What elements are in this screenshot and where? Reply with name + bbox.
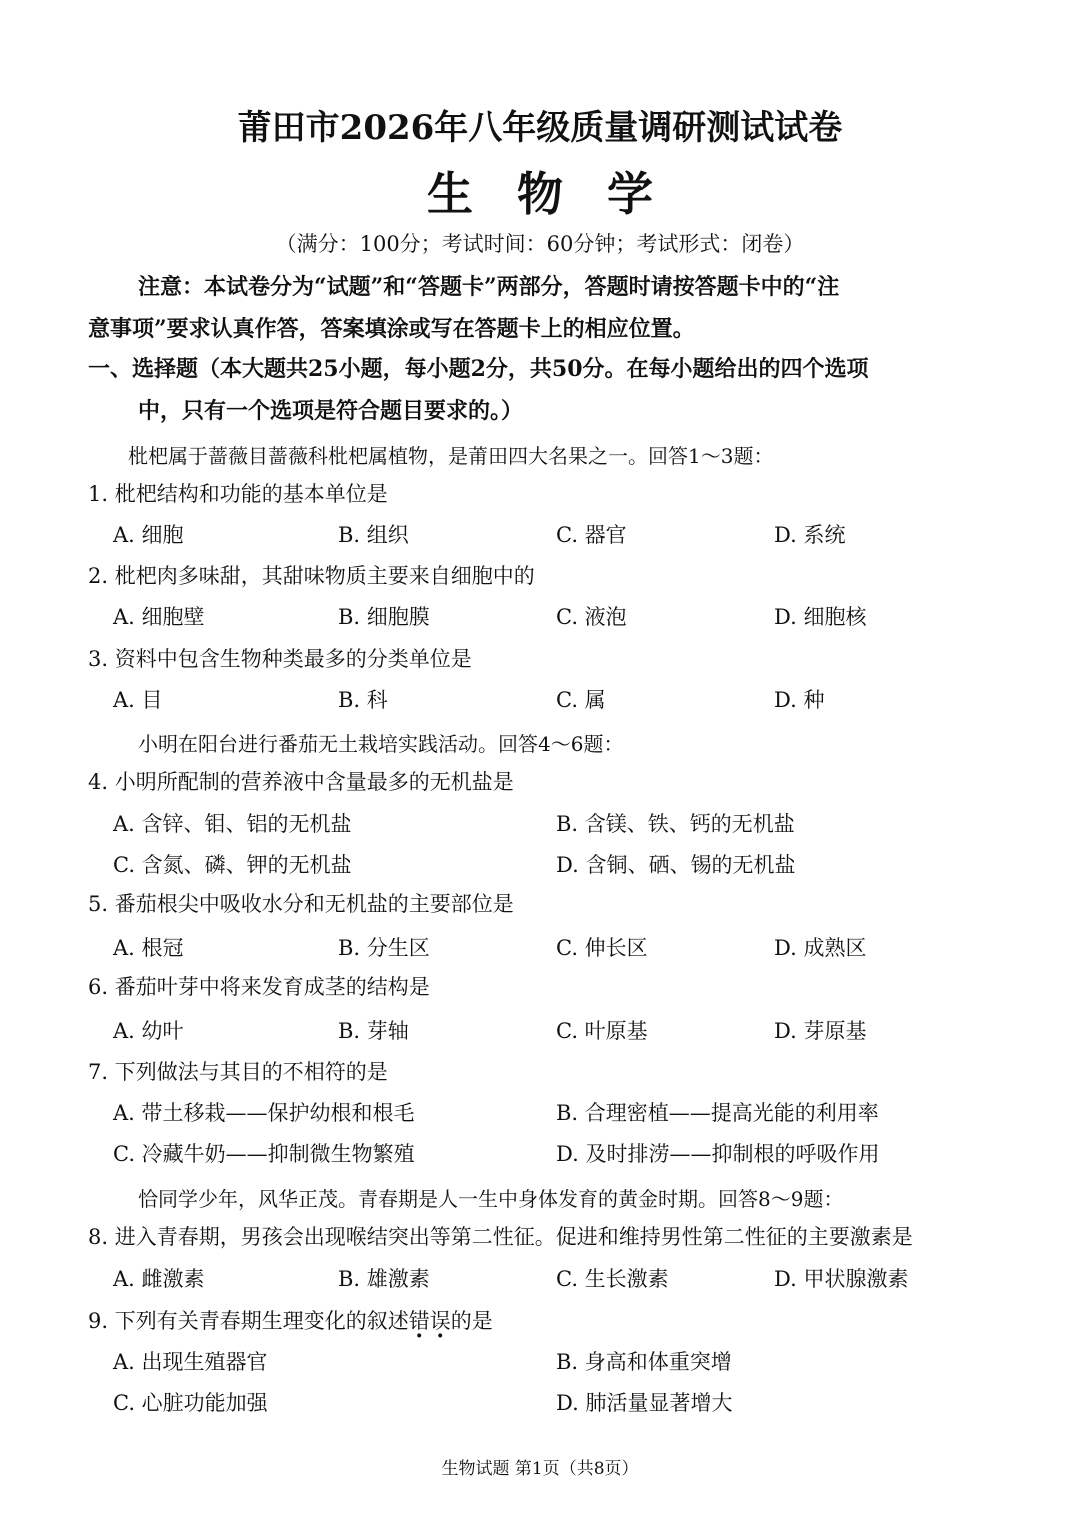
exam-title: 莆田市2026年八年级质量调研测试试卷 — [237, 108, 843, 148]
question-9-option-b: B. 身高和体重突增 — [556, 1350, 732, 1374]
question-9-emphasis-1: 错 — [408, 1309, 430, 1333]
question-6-option-d: D. 芽原基 — [774, 1019, 867, 1043]
section-heading-line-1: 一、选择题（本大题共25小题，每小题2分，共50分。在每小题给出的四个选项 — [88, 356, 869, 382]
section-heading-line-2: 中，只有一个选项是符合题目要求的。） — [138, 398, 524, 424]
question-3-option-b: B. 科 — [338, 688, 388, 712]
question-4-option-d: D. 含铜、硒、锡的无机盐 — [556, 853, 796, 877]
exam-meta: （满分：100分；考试时间：60分钟；考试形式：闭卷） — [275, 232, 805, 256]
question-8-stem: 8. 进入青春期，男孩会出现喉结突出等第二性征。促进和维持男性第二性征的主要激素是 — [88, 1225, 913, 1249]
question-9-stem-end: 的是 — [450, 1309, 493, 1333]
question-9-stem-text: 9. 下列有关青春期生理变化的叙述 — [88, 1309, 409, 1333]
question-7-option-c: C. 冷藏牛奶——抑制微生物繁殖 — [113, 1142, 415, 1166]
question-5-option-a: A. 根冠 — [113, 936, 184, 960]
question-8-option-a: A. 雌激素 — [113, 1267, 205, 1291]
question-1-option-d: D. 系统 — [774, 523, 846, 547]
question-8-option-d: D. 甲状腺激素 — [774, 1267, 909, 1291]
question-1-option-b: B. 组织 — [338, 523, 409, 547]
question-7-option-d: D. 及时排涝——抑制根的呼吸作用 — [556, 1142, 880, 1166]
question-8-option-c: C. 生长激素 — [556, 1267, 669, 1291]
question-9-option-c: C. 心脏功能加强 — [113, 1391, 268, 1415]
page-footer: 生物试题 第1页（共8页） — [441, 1459, 639, 1479]
question-6-option-c: C. 叶原基 — [556, 1019, 648, 1043]
question-9-emphasis-2: 误 — [429, 1309, 451, 1333]
question-4-option-a: A. 含锌、钼、铝的无机盐 — [113, 812, 352, 836]
question-2-option-d: D. 细胞核 — [774, 605, 867, 629]
passage-3: 恰同学少年，风华正茂。青春期是人一生中身体发育的黄金时期。回答8～9题： — [138, 1187, 844, 1211]
question-5-option-c: C. 伸长区 — [556, 936, 648, 960]
question-9-stem — [88, 1305, 493, 1335]
question-3-stem: 3. 资料中包含生物种类最多的分类单位是 — [88, 647, 472, 671]
question-7-stem: 7. 下列做法与其目的不相符的是 — [88, 1060, 388, 1084]
passage-2: 小明在阳台进行番茄无土栽培实践活动。回答4～6题： — [138, 732, 624, 756]
question-1-option-a: A. 细胞 — [113, 523, 184, 547]
passage-1: 枇杷属于蔷薇目蔷薇科枇杷属植物，是莆田四大名果之一。回答1～3题： — [128, 444, 774, 468]
question-9-option-a: A. 出现生殖器官 — [113, 1350, 268, 1374]
question-3-option-d: D. 种 — [774, 688, 825, 712]
question-2-option-a: A. 细胞壁 — [113, 605, 205, 629]
question-2-option-c: C. 液泡 — [556, 605, 627, 629]
question-2-stem: 2. 枇杷肉多味甜，其甜味物质主要来自细胞中的 — [88, 564, 535, 588]
question-3-option-c: C. 属 — [556, 688, 606, 712]
question-5-option-d: D. 成熟区 — [774, 936, 867, 960]
question-3-option-a: A. 目 — [113, 688, 163, 712]
question-6-option-b: B. 芽轴 — [338, 1019, 409, 1043]
question-6-stem: 6. 番茄叶芽中将来发育成茎的结构是 — [88, 975, 430, 999]
question-1-stem: 1. 枇杷结构和功能的基本单位是 — [88, 482, 388, 506]
subject-title: 生物学 — [427, 167, 697, 221]
question-4-stem: 4. 小明所配制的营养液中含量最多的无机盐是 — [88, 770, 514, 794]
question-4-option-c: C. 含氮、磷、钾的无机盐 — [113, 853, 352, 877]
question-4-option-b: B. 含镁、铁、钙的无机盐 — [556, 812, 795, 836]
question-7-option-a: A. 带土移栽——保护幼根和根毛 — [113, 1101, 415, 1125]
question-2-option-b: B. 细胞膜 — [338, 605, 430, 629]
question-5-stem: 5. 番茄根尖中吸收水分和无机盐的主要部位是 — [88, 892, 514, 916]
question-1-option-c: C. 器官 — [556, 523, 627, 547]
notice-line-2: 意事项”要求认真作答，答案填涂或写在答题卡上的相应位置。 — [88, 316, 695, 342]
notice-line-1: 注意：本试卷分为“试题”和“答题卡”两部分，答题时请按答题卡中的“注 — [138, 274, 840, 300]
question-8-option-b: B. 雄激素 — [338, 1267, 430, 1291]
question-9-option-d: D. 肺活量显著增大 — [556, 1391, 733, 1415]
question-7-option-b: B. 合理密植——提高光能的利用率 — [556, 1101, 879, 1125]
question-5-option-b: B. 分生区 — [338, 936, 430, 960]
question-6-option-a: A. 幼叶 — [113, 1019, 184, 1043]
